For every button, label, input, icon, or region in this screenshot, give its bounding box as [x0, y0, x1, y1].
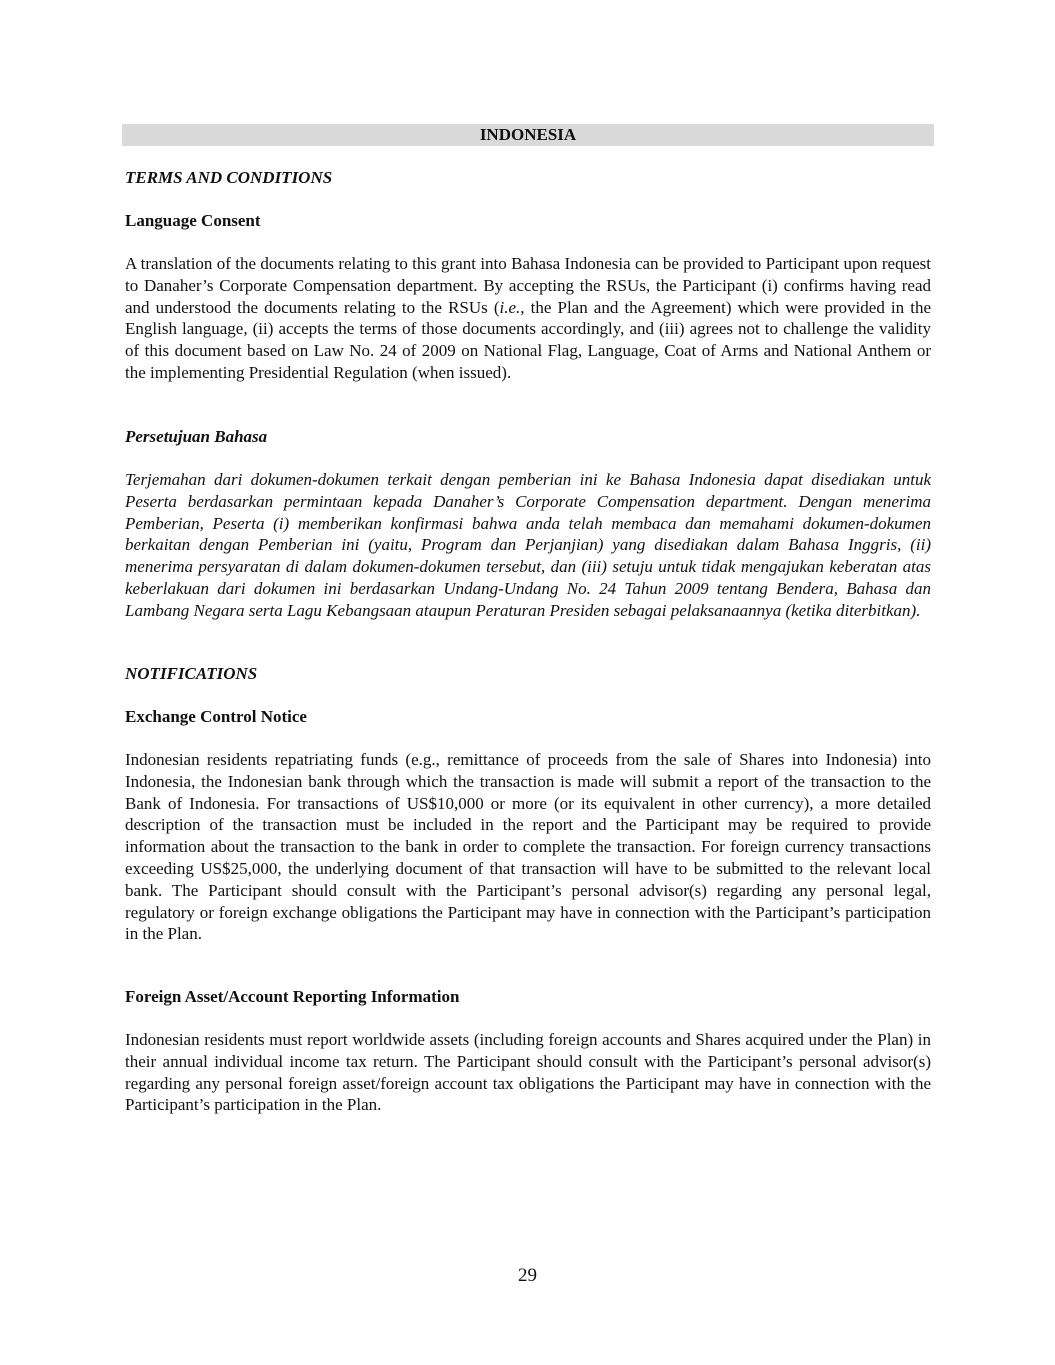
persetujuan-bahasa-heading: Persetujuan Bahasa [125, 427, 268, 446]
exchange-control-paragraph: Indonesian residents repatriating funds (e.g., remittance of proceeds from the sale of Shares into Indonesia) into Indonesia, the Indonesian bank through which the transaction is made will submit a report of the transaction to the Bank of Indonesia. For transactions of US$10,000 or more (or its equivalent in other currency), a more detailed description of the transaction must be included in the report and the Participant may be required to provide information about the transaction to the bank in order to complete the transaction. For foreign currency transactions exceeding US$25,000, the underlying document of that transaction will have to be submitted to the relevant local bank. The Participant should consult with the Participant’s personal advisor(s) regarding any personal legal, regulatory or foreign exchange obligations the Participant may have in connection with the Participant’s participation in the Plan. [125, 750, 931, 944]
foreign-asset-heading: Foreign Asset/Account Reporting Information [125, 987, 460, 1006]
language-consent-text-2: , the Plan and the Agreement) which were provided in the English language, (ii) accepts the terms of those documents accordingly, and (iii) agrees not to challenge the validity of this document based on Law No. 24 of 2009 on National Flag, Language, Coat of Arms and National Anthem or the implementing Presidential Regulation (when issued). [125, 297, 932, 382]
language-consent-paragraph [125, 253, 931, 384]
persetujuan-bahasa-paragraph: Terjemahan dari dokumen-dokumen terkait dengan pemberian ini ke Bahasa Indonesia dapat disediakan untuk Peserta berdasarkan permintaan kepada Danaher’s Corporate Compensation department. Dengan menerima Pemberian, Peserta (i) memberikan konfirmasi bahwa anda telah membaca dan memahami dokumen-dokumen berkaitan dengan Pemberian ini (yaitu, Program dan Perjanjian) yang disediakan dalam Bahasa Inggris, (ii) menerima persyaratan di dalam dokumen-dokumen tersebut, dan (iii) setuju untuk tidak mengajukan keberatan atas keberlakuan dari dokumen ini berdasarkan Undang-Undang No. 24 Tahun 2009 tentang Bendera, Bahasa dan Lambang Negara serta Lagu Kebangsaan ataupun Peraturan Presiden sebagai pelaksanaannya (ketika diterbitkan). [125, 470, 931, 620]
foreign-asset-paragraph: Indonesian residents must report worldwide assets (including foreign accounts and Shares acquired under the Plan) in their annual individual income tax return. The Participant should consult with the Participant’s personal advisor(s) regarding any personal foreign asset/foreign account tax obligations the Participant may have in connection with the Participant’s participation in the Plan. [125, 1030, 931, 1115]
language-consent-ie: i.e. [499, 297, 521, 317]
terms-and-conditions-heading: TERMS AND CONDITIONS [125, 168, 333, 187]
language-consent-heading: Language Consent [125, 211, 261, 230]
country-title: INDONESIA [479, 125, 577, 144]
language-consent-text-1: A translation of the documents relating to this grant into Bahasa Indonesia can be provided to Participant upon request to Danaher’s Corporate Compensation department. By accepting the RSUs, the Participant (i) confirms having read and understood the documents relating to the RSUs ( [125, 254, 931, 317]
page-number: 29 [518, 1265, 537, 1286]
exchange-control-heading: Exchange Control Notice [125, 707, 307, 726]
country-title-bar [122, 124, 934, 146]
notifications-heading: NOTIFICATIONS [125, 664, 258, 683]
